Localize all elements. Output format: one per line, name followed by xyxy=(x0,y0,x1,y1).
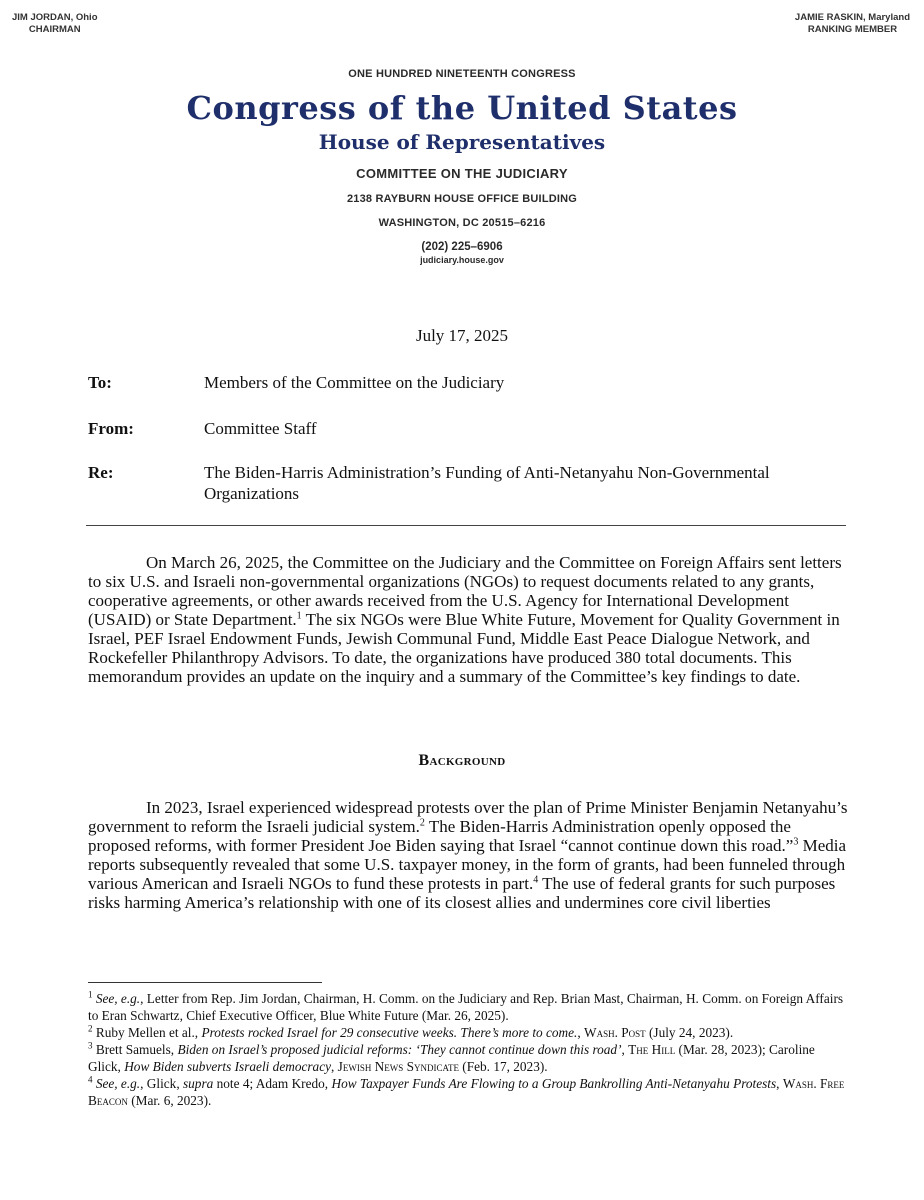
footnote-3-date-a: (Mar. 28, 2023); Caroline Glick, xyxy=(88,1042,815,1074)
chairman-name: JIM JORDAN, Ohio xyxy=(12,12,98,23)
footnote-1-text: , Letter from Rep. Jim Jordan, Chairman, H. Comm. on the Judiciary and Rep. Brian Mast, Chairman, H. Comm. on Foreign Affairs to Eran Schwartz, Chief Executive Officer, Blue White Future (Mar. 26, 2025). xyxy=(88,991,844,1023)
letterhead xyxy=(0,68,924,265)
memo-from-value: Committee Staff xyxy=(204,419,317,438)
footnote-3-title: Biden on Israel’s proposed judicial reforms: ‘They cannot continue down this road’ xyxy=(177,1042,622,1057)
committee-website: judiciary.house.gov xyxy=(420,255,504,265)
intro-text-b: The six NGOs were Blue White Future, Movement for Quality Government in Israel, PEF Israel Endowment Funds, Jewish Communal Fund, Middle East Peace Dialogue Network, and Rockefeller Philanthropy Advisors. To date, the organizations have produced 380 total documents. This memorandum provides an update on the inquiry and a summary of the Committee’s key findings to date. xyxy=(88,610,840,686)
footnote-ref-2: 2 xyxy=(419,817,425,829)
ranking-member-name: JAMIE RASKIN, Maryland xyxy=(794,12,910,23)
footnote-2-date: (July 24, 2023). xyxy=(645,1025,734,1040)
background-text-c: Media reports subsequently revealed that some U.S. taxpayer money, in the form of grants, had been funneled through various American and Israeli NGOs to fund these protests in part. xyxy=(88,836,847,893)
footnote-ref-3: 3 xyxy=(793,836,799,848)
committee-name: COMMITTEE ON THE JUDICIARY xyxy=(356,166,568,181)
footnote-1-signal: See, e.g. xyxy=(95,991,141,1006)
house-title: House of Representatives xyxy=(318,130,606,154)
footnote-2-title: Protests rocked Israel for 29 consecutive weeks. There’s more to come. xyxy=(201,1025,578,1040)
footnote-3-sep: , xyxy=(621,1042,629,1057)
intro-text-a: On March 26, 2025, the Committee on the Judiciary and the Committee on Foreign Affairs sent letters to six U.S. and Israeli non-governmental organizations (NGOs) to request documents related to any grants, cooperative agreements, or other awards received from the U.S. Agency for International Development (USAID) or State Department. xyxy=(88,553,842,629)
background-text-a: In 2023, Israel experienced widespread protests over the plan of Prime Minister Benjamin Netanyahu’s government to reform the Israeli judicial system. xyxy=(88,798,848,836)
ranking-member-title: RANKING MEMBER xyxy=(807,24,898,35)
office-city: WASHINGTON, DC 20515–6216 xyxy=(378,217,546,229)
header-divider xyxy=(86,525,846,526)
footnote-divider xyxy=(88,982,322,983)
congress-number: ONE HUNDRED NINETEENTH CONGRESS xyxy=(348,68,576,80)
footnote-4-sep: , xyxy=(776,1076,783,1091)
office-address: 2138 RAYBURN HOUSE OFFICE BUILDING xyxy=(346,193,578,205)
footnote-3-publication-2: Jewish News Syndicate xyxy=(337,1059,459,1074)
footnote-2 xyxy=(88,1024,848,1041)
office-phone: (202) 225–6906 xyxy=(421,241,503,253)
footnote-ref-1: 1 xyxy=(296,610,302,622)
footnote-4-text-a: , Glick, xyxy=(140,1076,183,1091)
footnote-4-signal: See, e.g. xyxy=(95,1076,141,1091)
footnote-1 xyxy=(88,990,848,1024)
memo-re-label: Re: xyxy=(88,463,114,482)
memo-to-value: Members of the Committee on the Judiciary xyxy=(204,373,505,392)
footnote-4-date: (Mar. 6, 2023). xyxy=(127,1093,212,1108)
footnote-3-publication: The Hill xyxy=(628,1042,676,1057)
footnote-3 xyxy=(88,1041,848,1075)
background-text-d: The use of federal grants for such purposes risks harming America’s relationship with one of its closest allies and undermines core civil liberties xyxy=(88,874,836,912)
footnote-4-text-b: note 4; Adam Kredo, xyxy=(213,1076,332,1091)
memo-to-label: To: xyxy=(88,373,112,392)
section-heading-background: Background xyxy=(418,752,506,769)
footnote-ref-4: 4 xyxy=(533,874,539,886)
background-paragraph xyxy=(88,798,848,912)
footnotes xyxy=(88,990,848,1109)
background-text-b: The Biden-Harris Administration openly opposed the proposed reforms, with former President Joe Biden saying that Israel “cannot continue down this road.” xyxy=(88,817,794,855)
footnote-3-title-2: How Biden subverts Israeli democracy xyxy=(124,1059,331,1074)
footnote-3-sep-2: , xyxy=(331,1059,338,1074)
intro-paragraph xyxy=(88,553,848,686)
chairman-title: CHAIRMAN xyxy=(28,24,81,35)
memo-re-value: The Biden-Harris Administration’s Funding of Anti-Netanyahu Non-Governmental Organizations xyxy=(204,463,770,503)
footnote-2-sep: , xyxy=(577,1025,585,1040)
footnote-4-title: How Taxpayer Funds Are Flowing to a Group Bankrolling Anti-Netanyahu Protests xyxy=(331,1076,777,1091)
ranking-member-block xyxy=(795,12,910,36)
footnote-2-author: Ruby Mellen et al., xyxy=(95,1025,202,1040)
memo-from-label: From: xyxy=(88,419,134,438)
congress-title: Congress of the United States xyxy=(186,89,738,127)
chairman-block xyxy=(12,12,98,36)
footnote-3-date-b: (Feb. 17, 2023). xyxy=(458,1059,548,1074)
footnote-4-supra: supra xyxy=(182,1076,214,1091)
footnote-4-publication: Wash. Free Beacon xyxy=(88,1076,845,1108)
footnote-3-number: 3 xyxy=(88,1040,93,1051)
footnote-3-author: Brett Samuels, xyxy=(95,1042,178,1057)
footnote-1-number: 1 xyxy=(88,989,93,1000)
footnote-2-publication: Wash. Post xyxy=(584,1025,646,1040)
footnote-4 xyxy=(88,1075,848,1109)
footnote-4-number: 4 xyxy=(88,1074,93,1085)
footnote-2-number: 2 xyxy=(88,1023,93,1034)
memo-date: July 17, 2025 xyxy=(415,326,509,345)
